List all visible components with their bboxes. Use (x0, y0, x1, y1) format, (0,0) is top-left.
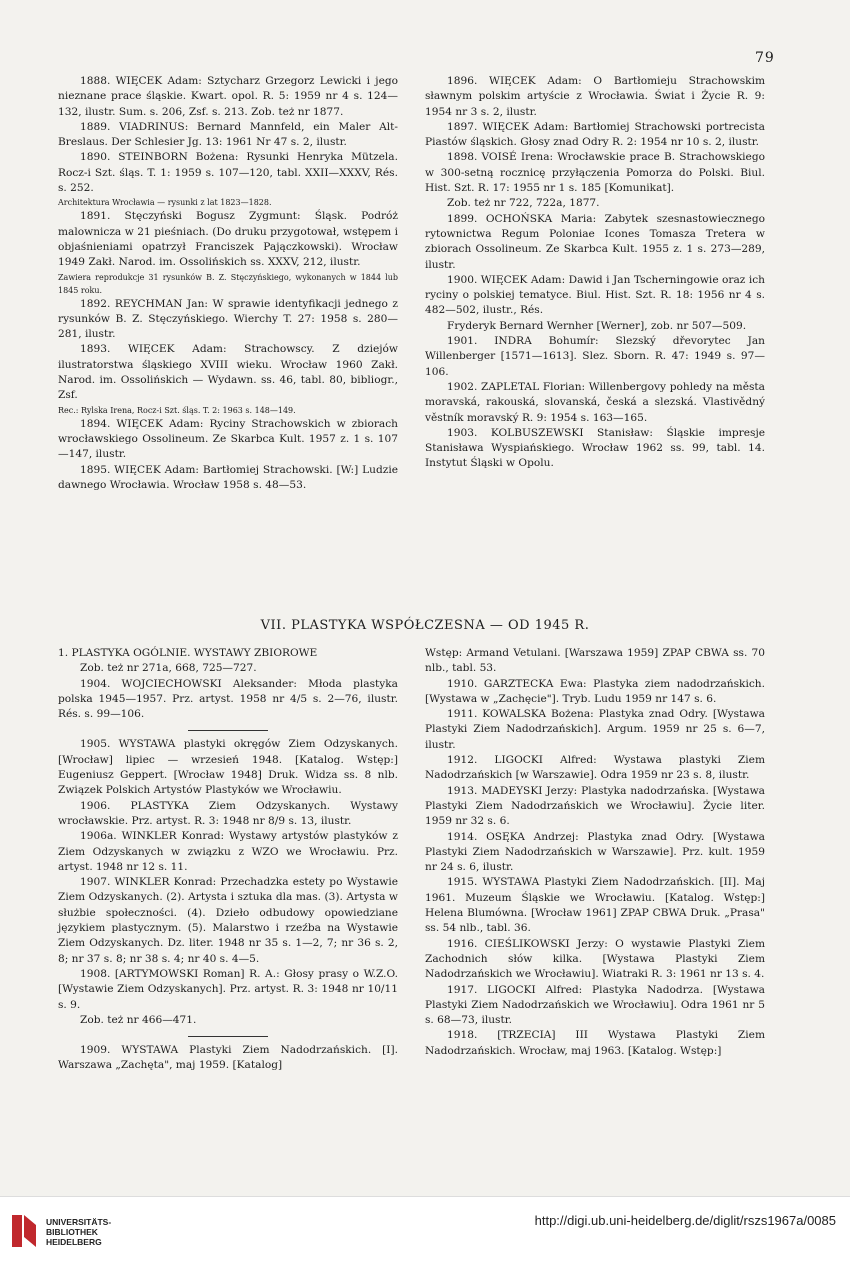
entry-1902: 1902. ZAPLETAL Florian: Willenbergovy pohledy na města moravská, rakouská, slovanská, česká a slezská. Vlastivědný věstník moravský R. 9: 1954 s. 163—165. (425, 380, 765, 424)
entry-note: Rec.: Rylska Irena, Rocz-i Szt. śląs. T. 2: 1963 s. 148—149. (58, 405, 296, 415)
entry-1899: 1899. OCHOŃSKA Maria: Zabytek szesnastowiecznego rytownictwa Regum Poloniae Icones Tomasza Tretera w zbiorach Ossolineum. Ze Skarbca Kult. 1955 z. 1 s. 273—289, ilustr. (425, 212, 765, 271)
entry-1892: 1892. REYCHMAN Jan: W sprawie identyfikacji jednego z rysunków B. Z. Stęczyńskiego. Wierchy T. 27: 1958 s. 280—281, ilustr. (58, 297, 398, 341)
left-column-bottom (58, 646, 398, 1074)
entry-1895: 1895. WIĘCEK Adam: Bartłomiej Strachowski. [W:] Ludzie dawnego Wrocławia. Wrocław 1958 s. 48—53. (58, 463, 398, 491)
entry-1915: 1915. WYSTAWA Plastyki Ziem Nadodrzańskich. [II]. Maj 1961. Muzeum Śląskie we Wrocławiu. [Katalog. Wstęp:] Helena Blumówna. [Wrocław 1961] ZPAP CBWA Druk. „Prasa" ss. 54 nlb., tabl. 36. (425, 876, 765, 935)
entry-1918: 1918. [TRZECIA] III Wystawa Plastyki Ziem Nadodrzańskich. Wrocław, maj 1963. [Katalog. Wstęp:] (425, 1029, 765, 1057)
library-line: HEIDELBERG (46, 1237, 102, 1247)
entry-1910: 1910. GARZTECKA Ewa: Plastyka ziem nadodrzańskich. [Wystawa w „Zachęcie"]. Tryb. Ludu 1959 nr 147 s. 6. (425, 677, 765, 705)
entry-1906: 1906. PLASTYKA Ziem Odzyskanych. Wystawy wrocławskie. Prz. artyst. R. 3: 1948 nr 8/9 s. 13, ilustr. (58, 799, 398, 827)
entry-1897: 1897. WIĘCEK Adam: Bartłomiej Strachowski portrecista Piastów śląskich. Głosy znad Odry R. 2: 1954 nr 10 s. 2, ilustr. (425, 120, 765, 149)
entry-1909-cont: Wstęp: Armand Vetulani. [Warszawa 1959] ZPAP CBWA ss. 70 nlb., tabl. 53. (425, 647, 765, 675)
entry-note: Fryderyk Bernard Wernher [Werner], zob. nr 507—509. (447, 319, 747, 332)
entry-1891: 1891. Stęczyński Bogusz Zygmunt: Śląsk. Podróż malownicza w 21 pieśniach. (Do druku przygotował, wstępem i objaśnieniami opatrzył Franciszek Pajączkowski). Wrocław 1949 Zakł. Narod. im. Ossolińskich ss. XXXV, 212, ilustr. (58, 210, 398, 269)
right-column-top (425, 74, 765, 472)
entry-1908: 1908. [ARTYMOWSKI Roman] R. A.: Głosy prasy o W.Z.O. [Wystawie Ziem Odzyskanych]. Prz. artyst. R. 3: 1948 nr 10/11 s. 9. (58, 967, 398, 1011)
entry-1901: 1901. INDRA Bohumír: Slezský dřevorytec Jan Willenberger [1571—1613]. Slez. Sborn. R. 47: 1949 s. 97—106. (425, 335, 765, 378)
divider (188, 1036, 268, 1037)
section-title: VII. PLASTYKA WSPÓŁCZESNA — OD 1945 R. (260, 618, 590, 633)
entry-1904: 1904. WOJCIECHOWSKI Aleksander: Młoda plastyka polska 1945—1957. Prz. artyst. 1958 nr 4/5 s. 2—76, ilustr. Rés. s. 99—106. (58, 677, 398, 721)
entry-1914: 1914. OSĘKA Andrzej: Plastyka znad Odry. [Wystawa Plastyki Ziem Nadodrzańskich w Warszawie]. Prz. kult. 1959 nr 24 s. 6, ilustr. (425, 830, 765, 874)
page-number: 79 (755, 50, 775, 66)
entry-note: Zob. też nr 271a, 668, 725—727. (80, 662, 257, 675)
left-column-top (58, 74, 398, 493)
university-logo-icon (10, 1211, 38, 1251)
entry-1888: 1888. WIĘCEK Adam: Sztycharz Grzegorz Lewicki i jego nieznane prace śląskie. Kwart. opol. R. 5: 1959 nr 4 s. 124—132, ilustr. Sum. s. 206, Zsf. s. 213. Zob. też nr 1877. (58, 75, 398, 118)
entry-1912: 1912. LIGOCKI Alfred: Wystawa plastyki Ziem Nadodrzańskich [w Warszawie]. Odra 1959 nr 23 s. 8, ilustr. (425, 754, 765, 782)
entry-1909: 1909. WYSTAWA Plastyki Ziem Nadodrzańskich. [I]. Warszawa „Zachęta", maj 1959. [Katalog] (58, 1044, 398, 1072)
library-line: BIBLIOTHEK (46, 1227, 98, 1237)
entry-1890: 1890. STEINBORN Bożena: Rysunki Henryka Mützela. Rocz-i Szt. śląs. T. 1: 1959 s. 107—120, tabl. XXII—XXXV, Rés. s. 252. (58, 151, 398, 195)
entry-1905: 1905. WYSTAWA plastyki okręgów Ziem Odzyskanych. [Wrocław] lipiec — wrzesień 1948. [Katalog. Wstęp:] Eugeniusz Geppert. [Wrocław 1948] Druk. Widza ss. 8 nlb. Związek Polskich Artystów Plastyków we Wrocławiu. (58, 738, 398, 797)
entry-note: Architektura Wrocławia — rysunki z lat 1823—1828. (58, 198, 272, 208)
subsection-heading: 1. PLASTYKA OGÓLNIE. WYSTAWY ZBIOROWE (58, 647, 318, 659)
entry-1917: 1917. LIGOCKI Alfred: Plastyka Nadodrza. [Wystawa Plastyki Ziem Nadodrzańskich we Wrocławiu]. Odra 1961 nr 5 s. 68—73, ilustr. (425, 983, 765, 1027)
entry-1894: 1894. WIĘCEK Adam: Ryciny Strachowskich w zbiorach wrocławskiego Ossolineum. Ze Skarbca Kult. 1957 z. 1 s. 107—147, ilustr. (58, 417, 398, 461)
right-column-bottom (425, 646, 765, 1059)
footer-bar (0, 1196, 850, 1265)
entry-note: Zawiera reprodukcje 31 rysunków B. Z. Stęczyńskiego, wykonanych w 1844 lub 1845 roku. (58, 272, 398, 295)
entry-1898: 1898. VOISÉ Irena: Wrocławskie prace B. Strachowskiego w 300-setną rocznicę przyłączenia Pomorza do Polski. Biul. Hist. Szt. R. 17: 1955 nr 1 s. 185 [Komunikat]. (425, 151, 765, 195)
library-line: UNIVERSITÄTS- (46, 1217, 112, 1227)
entry-1896: 1896. WIĘCEK Adam: O Bartłomieju Strachowskim sławnym polskim artyście z Wrocławia. Świat i Życie R. 9: 1954 nr 3 s. 2, ilustr. (425, 75, 765, 118)
entry-note: Zob. też nr 722, 722a, 1877. (447, 197, 600, 210)
entry-1913: 1913. MADEYSKI Jerzy: Plastyka nadodrzańska. [Wystawa Plastyki Ziem Nadodrzańskich we Wrocławiu]. Życie liter. 1959 nr 32 s. 6. (425, 784, 765, 828)
entry-1911: 1911. KOWALSKA Bożena: Plastyka znad Odry. [Wystawa Plastyki Ziem Nadodrzańskich]. Argum. 1959 nr 25 s. 6—7, ilustr. (425, 708, 765, 751)
entry-note: Zob. też nr 466—471. (80, 1013, 197, 1026)
entry-1900: 1900. WIĘCEK Adam: Dawid i Jan Tscherningowie oraz ich ryciny o polskiej tematyce. Biul. Hist. Szt. R. 18: 1956 nr 4 s. 482—502, ilustr., Rés. (425, 273, 765, 317)
entry-1907: 1907. WINKLER Konrad: Przechadzka estety po Wystawie Ziem Odzyskanych. (2). Artysta i sztuka dla mas. (3). Artysta w służbie społeczności. (4). Dzieło odbudowy opowiedziane językiem plastycznym. (5). Malarstwo i rzeźba na Wystawie Ziem Odzyskanych. Dz. liter. 1948 nr 35 s. 1—2, 7; nr 36 s. 2, 8; nr 37 s. 8; nr 38 s. 4; nr 40 s. 4—5. (58, 876, 398, 965)
entry-1906a: 1906a. WINKLER Konrad: Wystawy artystów plastyków z Ziem Odzyskanych w związku z WZO we Wrocławiu. Prz. artyst. 1948 nr 12 s. 11. (58, 830, 398, 873)
entry-1893: 1893. WIĘCEK Adam: Strachowscy. Z dziejów ilustratorstwa śląskiego XVIII wieku. Wrocław 1960 Zakł. Narod. im. Ossolińskich — Wydawn. ss. 46, tabl. 80, bibliogr., Zsf. (58, 343, 398, 402)
library-name (46, 1217, 111, 1247)
source-url-link[interactable]: http://digi.ub.uni-heidelberg.de/diglit/rszs1967a/0085 (534, 1213, 836, 1228)
entry-1903: 1903. KOLBUSZEWSKI Stanisław: Śląskie impresje Stanisława Wyspiańskiego. Wrocław 1962 ss. 99, tabl. 14. Instytut Śląski w Opolu. (425, 426, 765, 470)
entry-1916: 1916. CIEŚLIKOWSKI Jerzy: O wystawie Plastyki Ziem Zachodnich słów kilka. [Wystawa Plastyki Ziem Nadodrzańskich we Wrocławiu]. Wiatraki R. 3: 1961 nr 13 s. 4. (425, 937, 765, 981)
divider (188, 730, 268, 731)
entry-1889: 1889. VIADRINUS: Bernard Mannfeld, ein Maler Alt-Breslaus. Der Schlesier Jg. 13: 1961 Nr 47 s. 2, ilustr. (58, 120, 398, 149)
